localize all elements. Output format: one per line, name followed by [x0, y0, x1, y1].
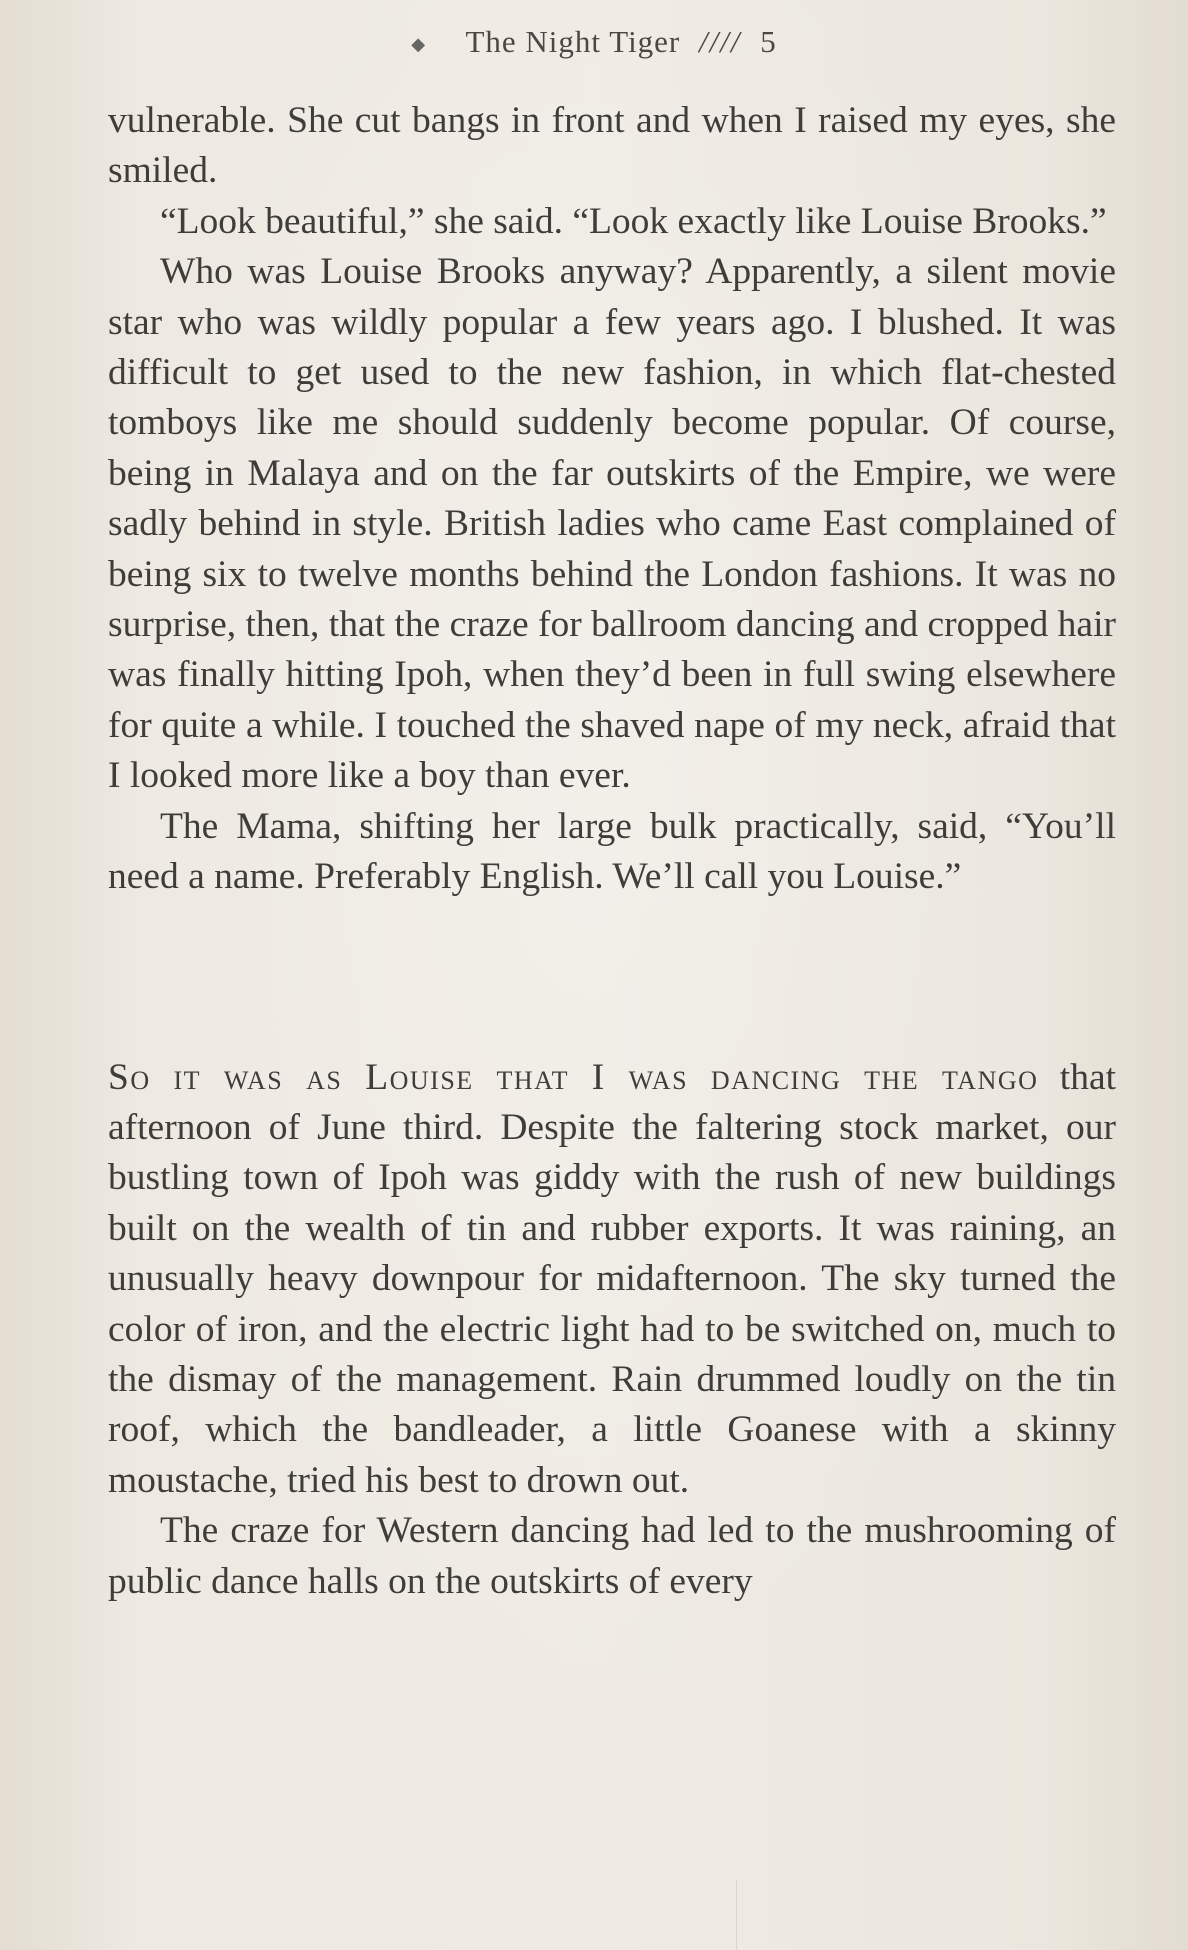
header-separator: ////: [699, 24, 742, 59]
paragraph-text: that afternoon of June third. Despite the faltering stock market, our bustling town of Ipoh was giddy with the rush of new buildings built on the wealth of tin and rubber exports. It was raining, an unusually heavy downpour for midafternoon. The sky turned the color of iron, and the electric light had to be switched on, much to the dismay of the management. Rain drummed loudly on the tin roof, which the bandleader, a little Goanese with a skinny moustache, tried his best to drown out.: [108, 1056, 1117, 1501]
running-header: [0, 24, 1188, 60]
paragraph: The craze for Western dancing had led to the mushrooming of public dance halls on the outskirts of every: [108, 1510, 1116, 1602]
bullet-mark: ◆: [411, 34, 427, 55]
paragraph: Who was Louise Brooks anyway? Apparently, a silent movie star who was wildly popular a few years ago. I blushed. It was difficult to get used to the new fashion, in which flat-chested tomboys like me should suddenly become popular. Of course, being in Malaya and on the far outskirts of the Empire, we were sadly behind in style. British ladies who came East complained of being six to twelve months behind the London fashions. It was no surprise, then, that the craze for ballroom dancing and cropped hair was finally hitting Ipoh, when they’d been in full swing elsewhere for quite a while. I touched the shaved nape of my neck, afraid that I looked more like a boy than ever.: [108, 251, 1116, 797]
paragraph: “Look beautiful,” she said. “Look exactly like Louise Brooks.”: [160, 200, 1107, 242]
page-body: [108, 96, 1116, 1607]
book-title: The Night Tiger: [465, 24, 681, 59]
page-fold-mark: [736, 1880, 737, 1950]
paragraph: The Mama, shifting her large bulk practically, said, “You’ll need a name. Preferably English. We’ll call you Louise.”: [108, 805, 1116, 898]
section-opening-paragraph: [108, 1053, 1116, 1507]
page-number: 5: [760, 24, 777, 59]
paragraph: vulnerable. She cut bangs in front and when I raised my eyes, she smiled.: [108, 100, 1116, 192]
small-caps-lead: So it was as Louise that I was dancing the tango: [108, 1056, 1039, 1098]
section-break: [108, 903, 1116, 1053]
